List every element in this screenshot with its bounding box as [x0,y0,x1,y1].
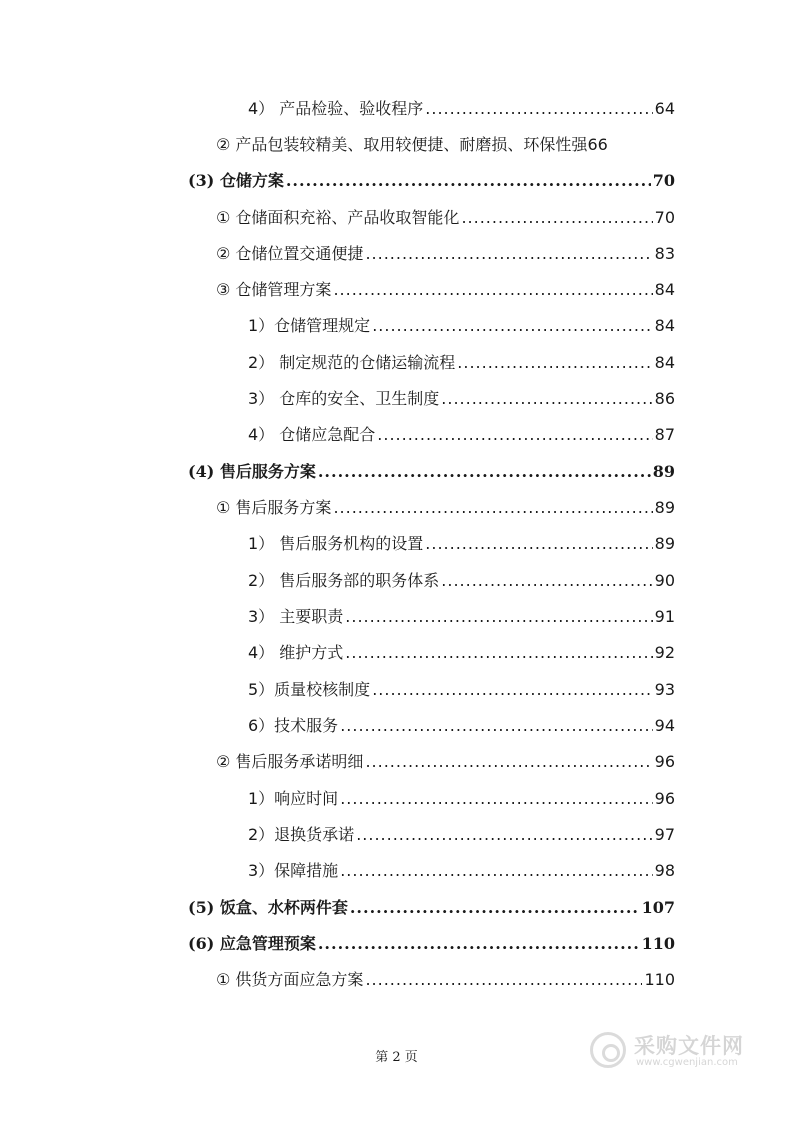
toc-entry-page: 90 [654,571,675,590]
toc-leader [441,567,652,595]
toc-entry[interactable] [248,95,675,123]
toc-entry-page: 89 [652,462,675,481]
toc-entry[interactable] [188,894,675,922]
toc-entry[interactable] [216,204,675,232]
toc-entry[interactable] [248,603,675,631]
toc-entry-label: 1）响应时间 [248,789,339,808]
toc-entry-page: 66 [587,135,608,154]
toc-leader [365,748,652,776]
toc-entry-label: 5）质量校核制度 [248,680,371,699]
toc-entry[interactable] [216,748,675,776]
toc-leader [365,240,652,268]
toc-entry[interactable] [216,966,675,994]
toc-leader [333,494,652,522]
toc-entry-label: ② 产品包装较精美、取用较便捷、耐磨损、环保性强 [216,135,588,154]
toc-entry[interactable] [248,676,675,704]
toc-entry-label: 3） 仓库的安全、卫生制度 [248,389,440,408]
toc-entry-page: 110 [641,934,675,953]
toc-entry[interactable] [248,567,675,595]
toc-entry[interactable] [248,639,675,667]
watermark-url: www.cgwenjian.com [636,1057,738,1068]
toc-entry-page: 91 [654,607,675,626]
toc-entry[interactable] [216,494,675,522]
toc-entry-page: 64 [654,99,675,118]
toc-entry[interactable] [248,421,675,449]
toc-entry[interactable] [248,312,675,340]
toc-entry[interactable] [248,785,675,813]
toc-entry-label: 1） 售后服务机构的设置 [248,534,424,553]
toc-entry-label: ① 供货方面应急方案 [216,970,364,989]
toc-entry-page: 93 [654,680,675,699]
toc-entry-label: 4） 维护方式 [248,643,344,662]
toc-entry-page: 94 [654,716,675,735]
toc-entry-page: 89 [654,534,675,553]
toc-entry[interactable] [248,857,675,885]
toc-entry-page: 84 [654,353,675,372]
toc-entry[interactable] [188,167,675,195]
toc-entry[interactable] [188,458,675,486]
toc-leader [457,349,652,377]
toc-entry-label: 3） 主要职责 [248,607,344,626]
toc-entry-label: ② 售后服务承诺明细 [216,752,364,771]
toc-leader [345,603,652,631]
toc-entry[interactable] [216,240,675,268]
page-number: 第 2 页 [375,1050,418,1065]
toc-entry-label: 2） 制定规范的仓储运输流程 [248,353,456,372]
toc-entry-label: 2） 售后服务部的职务体系 [248,571,440,590]
toc-entry-page: 110 [644,970,675,989]
toc-leader [365,966,642,994]
toc-leader [425,530,652,558]
toc-entry-label: ① 仓储面积充裕、产品收取智能化 [216,208,460,227]
toc-leader [340,857,652,885]
toc-leader [372,676,652,704]
watermark-logo-icon [590,1032,626,1068]
toc-entry[interactable] [216,131,675,159]
toc-entry-page: 84 [654,316,675,335]
toc-leader [350,894,640,922]
toc-entry-page: 98 [654,861,675,880]
toc-entry-page: 92 [654,643,675,662]
toc-leader [318,458,651,486]
watermark-title: 采购文件网 [634,1034,744,1058]
toc-entry[interactable] [248,385,675,413]
toc-entry-page: 97 [654,825,675,844]
toc-entry-label: (3) 仓储方案 [188,171,284,190]
toc-entry-label: ① 售后服务方案 [216,498,332,517]
toc-entry-label: ③ 仓储管理方案 [216,280,332,299]
toc-entry[interactable] [188,930,675,958]
toc-entry-label: 4） 仓储应急配合 [248,425,376,444]
toc-entry-page: 83 [654,244,675,263]
toc-entry-page: 96 [654,752,675,771]
toc-leader [377,421,652,449]
toc-leader [461,204,652,232]
toc-entry[interactable] [248,821,675,849]
toc-leader [340,785,652,813]
toc-entry-page: 107 [641,898,675,917]
toc-entry-page: 96 [654,789,675,808]
toc-leader [318,930,640,958]
toc-entry-label: 6）技术服务 [248,716,339,735]
toc-entry-page: 87 [654,425,675,444]
toc-entry-page: 70 [654,208,675,227]
toc-leader [286,167,651,195]
toc-entry-label: 3）保障措施 [248,861,339,880]
toc-entry-label: ② 仓储位置交通便捷 [216,244,364,263]
toc-entry[interactable] [248,349,675,377]
toc-entry-page: 70 [652,171,675,190]
toc-entry-label: (6) 应急管理预案 [188,934,316,953]
toc-leader [441,385,652,413]
toc-leader [333,276,652,304]
toc-entry-label: (4) 售后服务方案 [188,462,316,481]
toc-leader [372,312,652,340]
toc-entry-label: 1）仓储管理规定 [248,316,371,335]
toc-leader [425,95,652,123]
toc-entry-page: 84 [654,280,675,299]
toc-entry-page: 89 [654,498,675,517]
toc-entry-label: 2）退换货承诺 [248,825,355,844]
watermark [590,1026,760,1076]
toc-leader [345,639,652,667]
toc-leader [356,821,652,849]
toc-entry[interactable] [216,276,675,304]
toc-entry[interactable] [248,530,675,558]
toc-entry-label: 4） 产品检验、验收程序 [248,99,424,118]
toc-entry-page: 86 [654,389,675,408]
toc-entry[interactable] [248,712,675,740]
toc-entry-label: (5) 饭盒、水杯两件套 [188,898,348,917]
toc-leader [340,712,652,740]
